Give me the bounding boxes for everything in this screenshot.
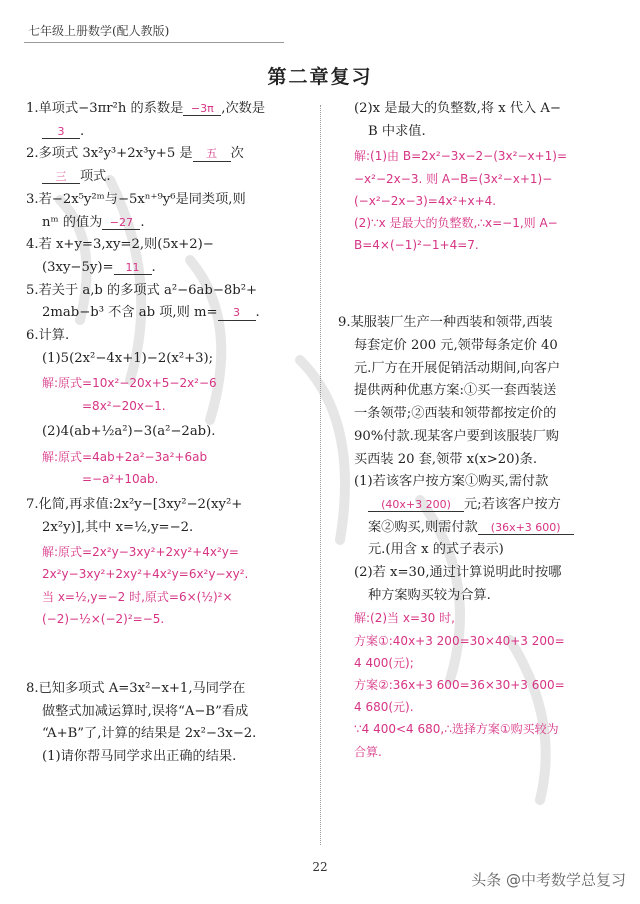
q9-answer-plan1: (40x+3 200) (368, 498, 464, 512)
header-rule (24, 42, 284, 43)
question-6: 6.计算. (1)5(2x²−4x+1)−2(x²+3); 解:原式=10x²−20x+5−2x²−6 =8x²−20x−1. (2)4(ab+½a²)−3(a²−2ab). 解:原式=4ab+2a²−3a²+6ab =−a²+10ab. (26, 325, 308, 490)
right-column (338, 98, 620, 763)
q1-answer-coefficient: −3π (183, 102, 221, 116)
chapter-title: 第二章复习 (267, 66, 373, 88)
q9-answer-plan2: (36x+3 600) (478, 521, 574, 535)
question-8-part-2: (2)x 是最大的负整数,将 x 代入 A− B 中求值. 解:(1)由 B=2x²−3x−2−(3x²−x+1)= −x²−2x−3. 则 A−B=(3x²−x+1)− (−x²−2x−3)=4x²+x+4. (2)∵x 是最大的负整数,∴x=−1,则 A− B=4×(−1)²−1+4=7. (338, 98, 620, 256)
q6-solution-1: 解:原式=10x²−20x+5−2x²−6 =8x²−20x−1. (42, 376, 217, 413)
q2-answer-degree: 五 (193, 147, 231, 161)
q1-answer-degree: 3 (42, 125, 80, 139)
question-9: 9.某服装厂生产一种西装和领带,西装 每套定价 200 元,领带每条定价 40 元.厂方在开展促销活动期间,向客户 提供两种优惠方案:①买一套西装送 一条领带;②西装和领带都按定价的 90%付款.现某客户要到该服装厂购 买西装 20 套,领带 x(x>20)条. (1)若该客户按方案①购买,需付款 (40x+3 200) 元;若该客户按方 案②购买,则需付款 (36x+3 600) 元.(用含 x 的式子表示) (2)若 x=30,通过计算说明此时按哪 种方案购买较为合算. 解:(2)当 x=30 时, 方案①:40x+3 200=30×40+3 200= 4 400(元); 方案②:36x+3 600=36×30+3 600= 4 680(元). ∵4 400<4 680,∴选择方案①购买较为 合算. (338, 312, 620, 762)
question-2: 2.多项式 3x²y³+2x³y+5 是 五 次 三 项式. (26, 146, 244, 185)
q9-solution: 解:(2)当 x=30 时, 方案①:40x+3 200=30×40+3 200= 4 400(元); 方案②:36x+3 600=36×30+3 600= 4 680(元). ∵4 400<4 680,∴选择方案①购买较为 合算. (354, 611, 565, 759)
q5-answer: 3 (218, 306, 256, 320)
q2-answer-terms: 三 (42, 170, 80, 184)
q6-solution-2: 解:原式=4ab+2a²−3a²+6ab =−a²+10ab. (42, 449, 208, 486)
q8-solution: 解:(1)由 B=2x²−3x−2−(3x²−x+1)= −x²−2x−3. 则 A−B=(3x²−x+1)− (−x²−2x−3)=4x²+x+4. (2)∵x 是最大的负整数,∴x=−1,则 A− B=4×(−1)²−1+4=7. (354, 149, 568, 253)
question-4: 4.若 x+y=3,xy=2,则(5x+2)− (3xy−5y)= 11 . (26, 237, 214, 275)
question-3: 3.若−2x⁵y²ᵐ与−5xⁿ⁺⁹y⁶是同类项,则 nᵐ 的值为 −27 . (26, 191, 246, 230)
question-8: 8.已知多项式 A=3x²−x+1,马同学在 做整式加减运算时,误将“A−B”看成 “A+B”了,计算的结果是 2x²−3x−2. (1)请你帮马同学求出正确的结果. (26, 681, 257, 765)
page-number: 22 (312, 860, 328, 874)
page-header: 七年级上册数学(配人教版) (28, 24, 170, 38)
q3-answer: −27 (102, 216, 140, 230)
source-watermark: 头条 @中考数学总复习 (471, 871, 626, 889)
left-column (26, 98, 308, 769)
question-1: 1.单项式−3πr²h 的系数是 −3π ,次数是 3 . (26, 101, 266, 139)
column-divider (320, 105, 321, 845)
q4-answer: 11 (114, 261, 152, 275)
question-7: 7.化简,再求值:2x²y−[3xy²−2(xy²+ 2x²y)],其中 x=½,y=−2. 解:原式=2x²y−3xy²+2xy²+4x²y= 2x²y−3xy²+2xy²+4x²y=6x²y−xy². 当 x=½,y=−2 时,原式=6×(½)²× (−2)−½×(−2)²=−5. (26, 494, 308, 630)
question-5: 5.若关于 a,b 的多项式 a²−6ab−8b²+ 2mab−b³ 不含 ab 项,则 m= 3 . (26, 282, 260, 321)
q7-solution: 解:原式=2x²y−3xy²+2xy²+4x²y= 2x²y−3xy²+2xy²+4x²y=6x²y−xy². 当 x=½,y=−2 时,原式=6×(½)²× (−2)−½×(−2)²=−5. (42, 545, 249, 626)
